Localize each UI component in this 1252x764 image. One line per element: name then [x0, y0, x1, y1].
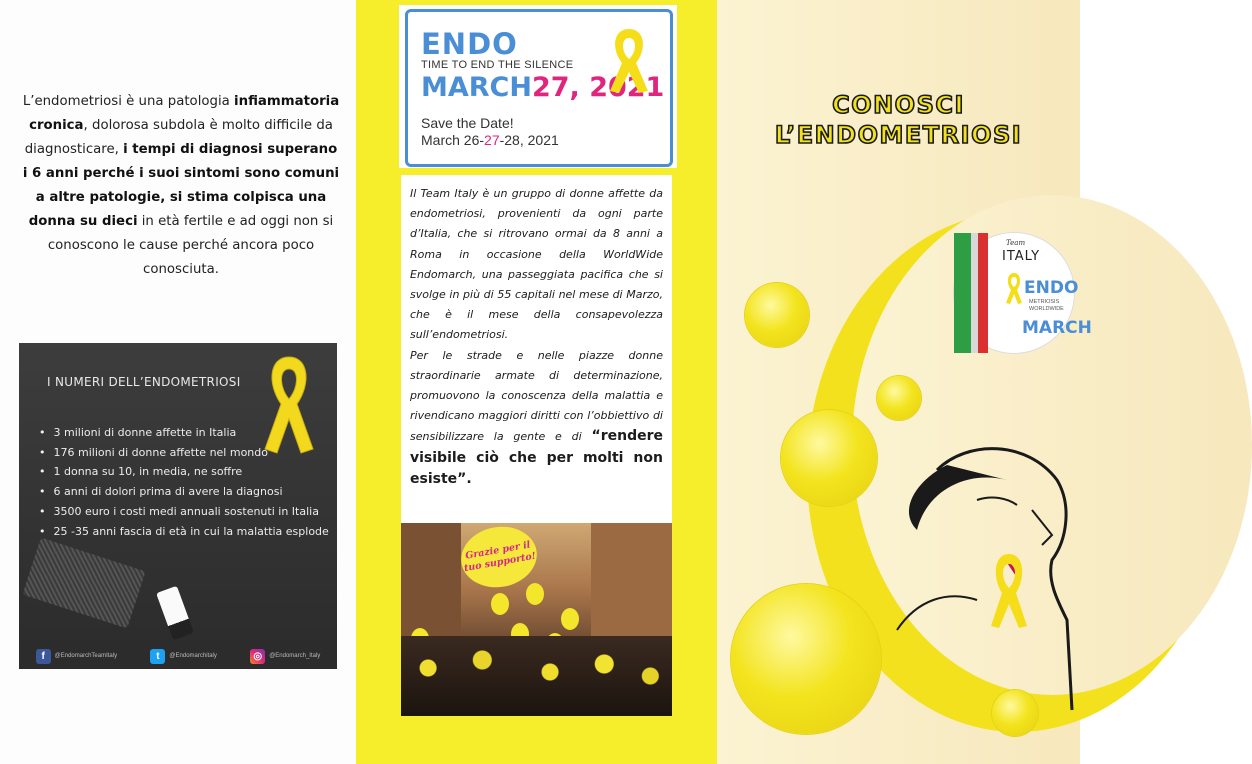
body-paragraph-2: Per le strade e nelle piazze donne straordinarie armate di determinazione, promuovono la conoscenza della malattia e rivendicano maggiori diritti con l’obbiettivo di sensibilizzare la gente e di: [410, 348, 663, 444]
body-paragraph-1: Il Team Italy è un gruppo di donne affette da endometriosi, provenienti da ogni parte d’Italia, che si ritrovano ormai da 8 anni a Roma in occasione della WorldWide Endomarch, una passeggiata pacifica che si svolge in più di 55 capitali nel mese di Marzo, che è il mese della consapevolezza sull’endometriosi.: [410, 187, 663, 342]
dates-suffix: -28, 2021: [499, 132, 559, 148]
intro-run: , dolorosa subdola è molto difficile da diagnosticare,: [24, 118, 333, 157]
social-facebook[interactable]: [36, 649, 117, 664]
grazie-sign: Grazie per il tuo supporto!: [456, 521, 541, 593]
dates-prefix: March 26-: [421, 132, 485, 148]
numbers-list-item: • 176 milioni di donne affette nel mondo: [39, 443, 329, 463]
yellow-ribbon-icon: [987, 550, 1031, 630]
logo-metriosis: METRIOSIS WORLDWIDE: [1029, 299, 1064, 312]
facebook-handle: @EndomarchTeamItaly: [54, 653, 118, 659]
bubble: [745, 283, 809, 347]
yellow-ribbon-icon: [605, 25, 653, 95]
twitter-icon: t: [150, 649, 165, 664]
team-italy-endomarch-logo: [953, 232, 1092, 354]
numbers-list-item: • 3500 euro i costi medi annuali sostenuti in Italia: [39, 502, 329, 522]
numbers-list-item: • 3 milioni di donne affette in Italia: [39, 423, 329, 443]
logo-march: MARCH: [1022, 318, 1092, 338]
endomarch-card: [399, 5, 677, 168]
instagram-handle: @Endomarch_Italy: [269, 653, 321, 659]
march-word: MARCH: [421, 72, 532, 103]
social-bar: [19, 643, 337, 669]
social-instagram[interactable]: [250, 649, 320, 664]
twitter-handle: @Endomarchitaly: [169, 653, 217, 659]
march-date: 27, 2021: [531, 72, 665, 103]
cover-title: [717, 90, 1080, 150]
team-italy-text: [410, 184, 663, 490]
right-panel: [717, 0, 1092, 764]
numbers-list: [39, 423, 329, 541]
body-emphasis: “rendere visibile ciò che per molti non esiste”.: [410, 428, 663, 487]
endo-slogan: TIME TO END THE SILENCE: [421, 59, 574, 71]
numbers-board: [19, 343, 337, 669]
intro-run: in età fertile e ad oggi non si conoscono le cause perché ancora poco conosciuta.: [47, 214, 334, 277]
intro-run: infiammatoria cronica: [29, 94, 340, 133]
social-twitter[interactable]: [150, 649, 216, 664]
facebook-icon: f: [36, 649, 51, 664]
yellow-ribbon-icon: [1004, 271, 1024, 305]
instagram-icon: ◎: [250, 649, 265, 664]
dates-highlight: 27: [484, 132, 500, 148]
left-panel: [0, 0, 356, 764]
woman-profile-illustration: [857, 410, 1080, 710]
event-dates: [421, 132, 559, 149]
intro-run: L’endometriosi è una patologia: [22, 94, 235, 109]
cover-title-line2: L’ENDOMETRIOSI: [774, 121, 1023, 149]
endo-word: ENDO: [421, 27, 518, 61]
numbers-list-item: • 6 anni di dolori prima di avere la diagnosi: [39, 482, 329, 502]
team-italy-text-card: [401, 175, 672, 523]
save-the-date-label: Save the Date!: [421, 115, 514, 131]
middle-panel: [356, 0, 717, 764]
intro-run: i tempi di diagnosi superano i 6 anni perché i suoi sintomi sono comuni a altre patologie, si stima colpisca una donna su dieci: [22, 142, 340, 229]
intro-paragraph: [22, 90, 340, 282]
logo-endo: ENDO: [1024, 278, 1079, 298]
logo-italy: ITALY: [1002, 249, 1041, 264]
chalk-image: [156, 586, 194, 641]
cover-title-line1: CONOSCI: [832, 91, 965, 119]
numbers-title: I NUMERI DELL’ENDOMETRIOSI: [47, 375, 241, 389]
save-the-date: [421, 115, 559, 149]
numbers-list-item: • 1 donna su 10, in media, ne soffre: [39, 462, 329, 482]
numbers-list-item: • 25 -35 anni fascia di età in cui la malattia esplode: [39, 522, 329, 542]
march-crowd-photo: [401, 523, 672, 716]
italian-flag-shape: [954, 233, 988, 353]
eraser-image: [22, 537, 145, 628]
logo-team: Team: [1006, 239, 1026, 247]
